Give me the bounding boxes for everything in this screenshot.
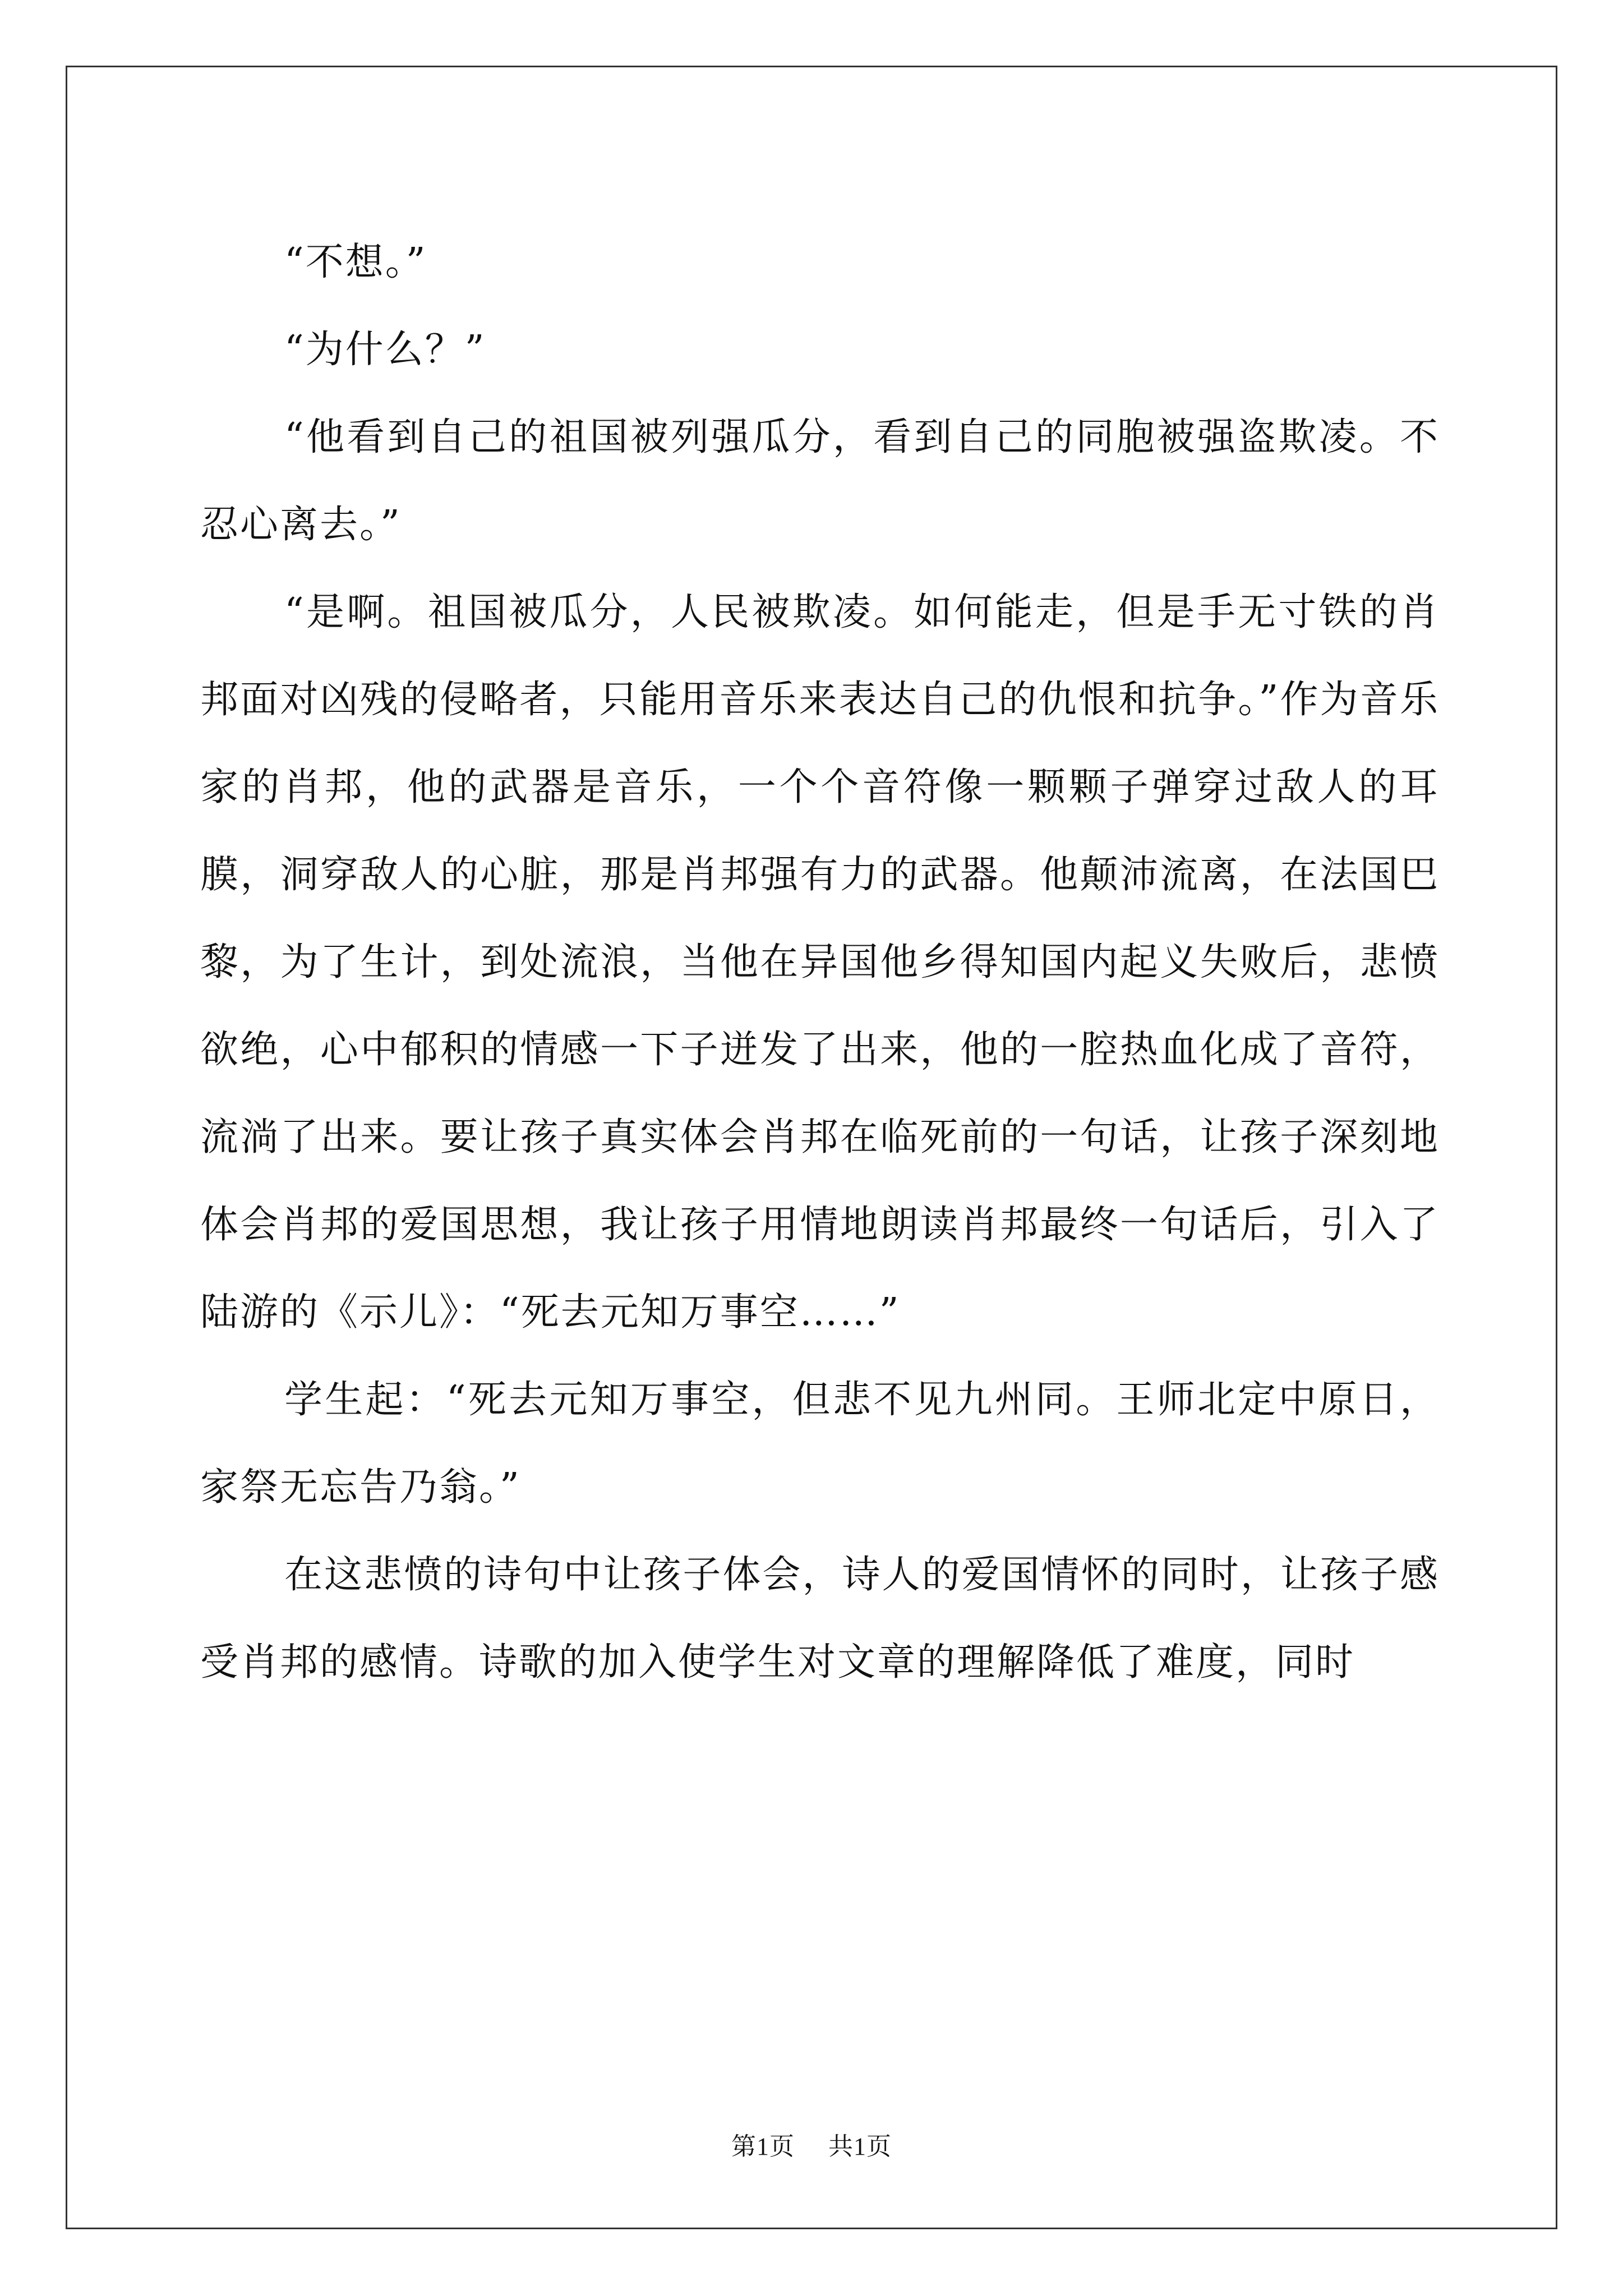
paragraph-2: “为什么？” bbox=[284, 328, 486, 372]
paragraph-4: “是啊。祖国被瓜分，人民被欺凌。如何能走，但是手无寸铁的肖邦面对凶残的侵略者，只能用音乐来表达自己的仇恨和抗争。”作为音乐家的肖邦，他的武器是音乐，一个个音符像一颗颗子弹穿过敌人的耳膜，洞穿敌人的心脏，那是肖邦强有力的武器。他颠沛流离，在法国巴黎，为了生计，到处流浪，当他在异国他乡得知国内起义失败后，悲愤欲绝，心中郁积的情感一下子迸发了出来，他的一腔热血化成了音符，流淌了出来。要让孩子真实体会肖邦在临死前的一句话，让孩子深刻地体会肖邦的爱国思想，我让孩子用情地朗读肖邦最终一句话后，引入了陆游的《示儿》：“死去元知万事空……” bbox=[200, 590, 1440, 1335]
page-number-current: 第1页 bbox=[731, 2133, 795, 2160]
paragraph-3: “他看到自己的祖国被列强瓜分，看到自己的同胞被强盗欺凌。不忍心离去。” bbox=[200, 415, 1440, 547]
page-number-total: 共1页 bbox=[828, 2133, 892, 2160]
paragraph-5: 学生起：“死去元知万事空，但悲不见九州同。王师北定中原日，家祭无忘告乃翁。” bbox=[200, 1378, 1440, 1510]
page-footer bbox=[0, 2126, 1623, 2162]
paragraph-6: 在这悲愤的诗句中让孩子体会，诗人的爱国情怀的同时，让孩子感受肖邦的感情。诗歌的加入使学生对文章的理解降低了难度，同时 bbox=[200, 1553, 1440, 1685]
paragraph-1: “不想。” bbox=[284, 240, 427, 284]
document-body bbox=[200, 219, 1440, 1706]
